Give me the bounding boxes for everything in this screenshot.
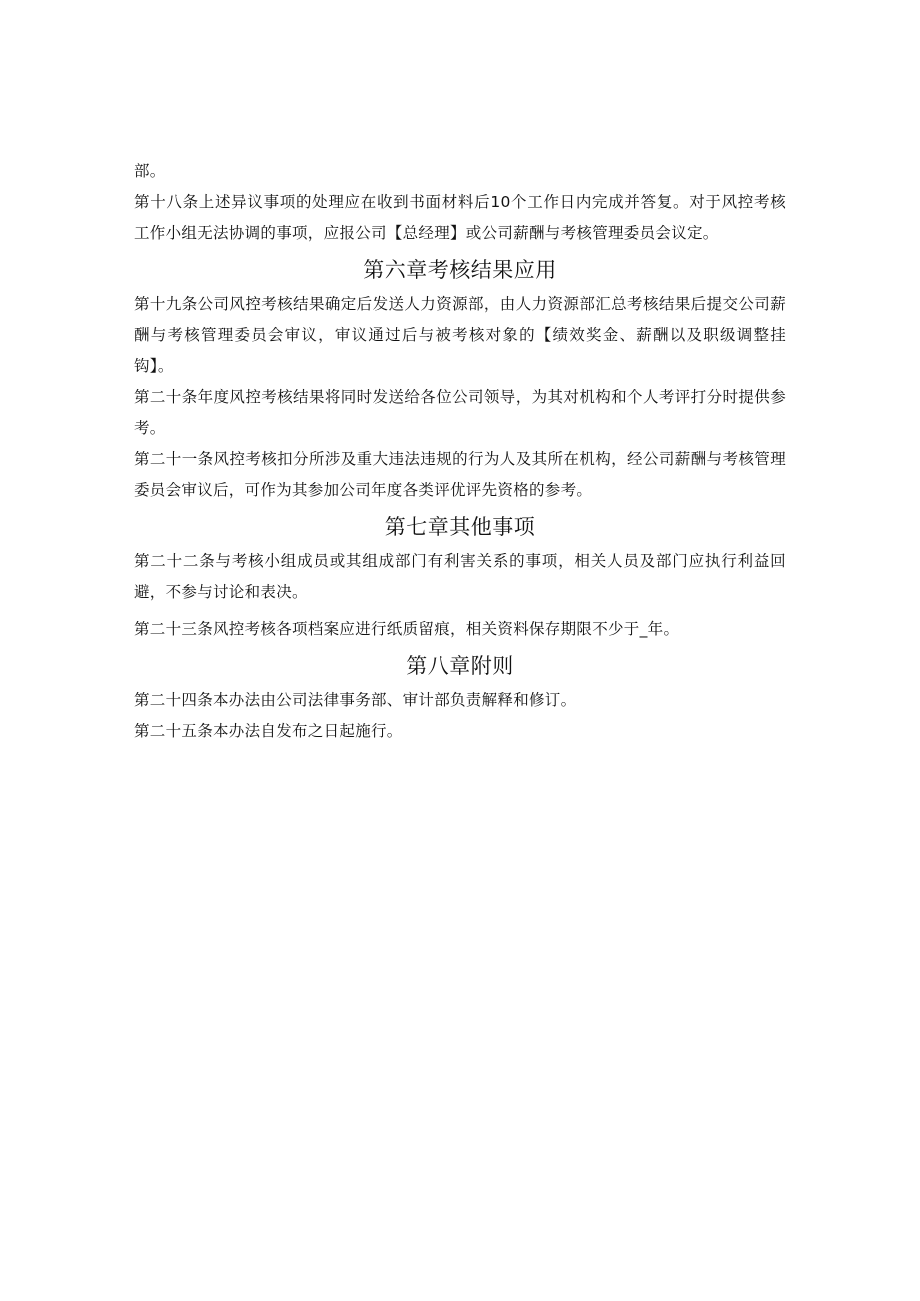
article-24: 第二十四条本办法由公司法律事务部、审计部负责解释和修订。 <box>134 691 577 709</box>
article-25: 第二十五条本办法自发布之日起施行。 <box>134 722 403 740</box>
chapter-6-title: 第六章考核结果应用 <box>363 258 557 282</box>
article-22: 第二十二条与考核小组成员或其组成部门有利害关系的事项，相关人员及部门应执行利益回避，不参与讨论和表决。 <box>134 552 786 601</box>
article-18: 第十八条上述异议事项的处理应在收到书面材料后10个工作日内完成并答复。对于风控考核工作小组无法协调的事项，应报公司【总经理】或公司薪酬与考核管理委员会议定。 <box>134 193 786 242</box>
article-21: 第二十一条风控考核扣分所涉及重大违法违规的行为人及其所在机构，经公司薪酬与考核管理委员会审议后，可作为其参加公司年度各类评优评先资格的参考。 <box>134 450 786 499</box>
article-23: 第二十三条风控考核各项档案应进行纸质留痕，相关资料保存期限不少于_年。 <box>134 620 680 638</box>
paragraph-continuation: 部。 <box>134 162 166 180</box>
document-body <box>134 156 786 747</box>
chapter-8-title: 第八章附则 <box>406 654 514 678</box>
article-19: 第十九条公司风控考核结果确定后发送人力资源部，由人力资源部汇总考核结果后提交公司薪酬与考核管理委员会审议，审议通过后与被考核对象的【绩效奖金、薪酬以及职级调整挂钩】。 <box>134 295 786 375</box>
article-20: 第二十条年度风控考核结果将同时发送给各位公司领导，为其对机构和个人考评打分时提供参考。 <box>134 388 786 437</box>
chapter-7-title: 第七章其他事项 <box>384 515 536 539</box>
